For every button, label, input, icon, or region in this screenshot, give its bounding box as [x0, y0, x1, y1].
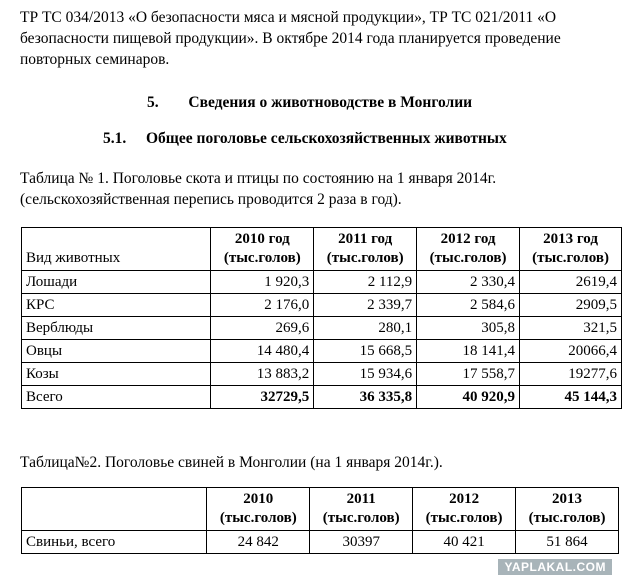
table-cell: 2 176,0	[211, 294, 314, 317]
subsection-number: 5.1.	[103, 130, 127, 147]
table-row	[22, 531, 619, 554]
table-row	[22, 363, 622, 386]
table-cell: 321,5	[520, 317, 622, 340]
table-row	[22, 294, 622, 317]
total-cell: 36 335,8	[314, 386, 417, 409]
corner-cell	[22, 488, 207, 531]
total-cell: 40 920,9	[417, 386, 520, 409]
column-header: 2010 год (тыс.голов)	[211, 228, 314, 271]
table-row	[22, 271, 622, 294]
table-cell: 2909,5	[520, 294, 622, 317]
row-label: Верблюды	[22, 317, 211, 340]
pigs-table	[21, 487, 619, 554]
table1-caption-line-1: Таблица № 1. Поголовье скота и птицы по состоянию на 1 января 2014г.	[20, 170, 497, 187]
column-header: 2013 (тыс.голов)	[516, 488, 619, 531]
table-header-row	[22, 228, 622, 271]
table-cell: 18 141,4	[417, 340, 520, 363]
table-cell: 51 864	[516, 531, 619, 554]
intro-line-3: повторных семинаров.	[20, 51, 170, 68]
row-label: КРС	[22, 294, 211, 317]
table2-caption: Таблица№2. Поголовье свиней в Монголии (на 1 января 2014г.).	[20, 454, 443, 471]
column-header: 2010 (тыс.голов)	[207, 488, 310, 531]
table-cell: 280,1	[314, 317, 417, 340]
table-cell: 40 421	[413, 531, 516, 554]
table-header-row	[22, 488, 619, 531]
table-cell: 2619,4	[520, 271, 622, 294]
total-row	[22, 386, 622, 409]
column-header: 2012 год (тыс.голов)	[417, 228, 520, 271]
table-cell: 1 920,3	[211, 271, 314, 294]
section-title: Сведения о животноводстве в Монголии	[188, 94, 473, 111]
section-number: 5.	[147, 94, 159, 111]
column-header: 2011 (тыс.голов)	[310, 488, 413, 531]
table-cell: 24 842	[207, 531, 310, 554]
table-row	[22, 317, 622, 340]
table-cell: 2 112,9	[314, 271, 417, 294]
total-label: Всего	[22, 386, 211, 409]
subsection-heading	[103, 129, 507, 149]
intro-line-1: ТР ТС 034/2013 «О безопасности мяса и мясной продукции», ТР ТС 021/2011 «О	[20, 9, 557, 26]
row-label: Овцы	[22, 340, 211, 363]
table-row	[22, 340, 622, 363]
livestock-table	[21, 227, 622, 409]
section-heading	[147, 93, 472, 113]
table-cell: 20066,4	[520, 340, 622, 363]
table-cell: 2 584,6	[417, 294, 520, 317]
row-label: Козы	[22, 363, 211, 386]
table-cell: 19277,6	[520, 363, 622, 386]
corner-label: Вид животных	[22, 228, 211, 271]
total-cell: 45 144,3	[520, 386, 622, 409]
table-cell: 17 558,7	[417, 363, 520, 386]
table-cell: 269,6	[211, 317, 314, 340]
table-cell: 305,8	[417, 317, 520, 340]
total-cell: 32729,5	[211, 386, 314, 409]
row-label: Свиньи, всего	[22, 531, 207, 554]
watermark-logo: YAPLAKAL.COM	[498, 559, 612, 575]
column-header: 2012 (тыс.голов)	[413, 488, 516, 531]
column-header: 2011 год (тыс.голов)	[314, 228, 417, 271]
row-label: Лошади	[22, 271, 211, 294]
table-cell: 14 480,4	[211, 340, 314, 363]
table-cell: 2 330,4	[417, 271, 520, 294]
intro-line-2: безопасности пищевой продукции». В октябре 2014 года планируется проведение	[20, 30, 561, 47]
subsection-title: Общее поголовье сельскохозяйственных животных	[146, 130, 507, 147]
table-cell: 30397	[310, 531, 413, 554]
table-cell: 13 883,2	[211, 363, 314, 386]
table1-caption-line-2: (сельскохозяйственная перепись проводится 2 раза в год).	[20, 191, 402, 208]
table-cell: 2 339,7	[314, 294, 417, 317]
table-cell: 15 934,6	[314, 363, 417, 386]
column-header: 2013 год (тыс.голов)	[520, 228, 622, 271]
table-cell: 15 668,5	[314, 340, 417, 363]
